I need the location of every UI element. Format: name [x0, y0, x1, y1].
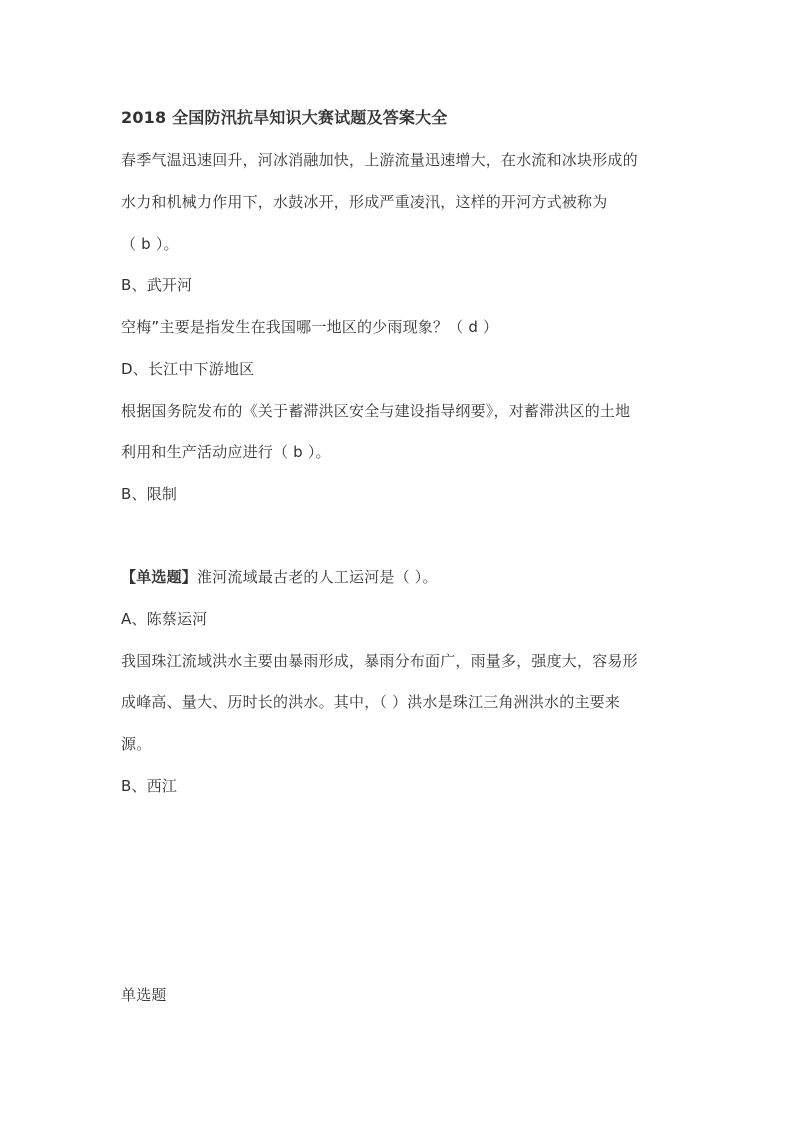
- q3-text-line-2: 利用和生产活动应进行（ b ）。: [121, 443, 331, 461]
- q1-text-line-2: 水力和机械力作用下，水鼓冰开，形成严重凌汛，这样的开河方式被称为: [121, 193, 608, 211]
- document-title: 2018 全国防汛抗旱知识大赛试题及答案大全: [121, 108, 448, 127]
- q1-answer: B、武开河: [121, 276, 193, 294]
- footer-section-label: 单选题: [121, 986, 167, 1004]
- q5-text-line-3: 源。: [121, 735, 152, 753]
- q5-answer: B、西江: [121, 777, 178, 795]
- q5-text-line-1: 我国珠江流域洪水主要由暴雨形成，暴雨分布面广，雨量多，强度大，容易形: [121, 652, 638, 670]
- q4-answer: A、陈蔡运河: [121, 610, 208, 628]
- q3-answer: B、限制: [121, 485, 178, 503]
- q5-text-line-2: 成峰高、量大、历时长的洪水。其中，（ ）洪水是珠江三角洲洪水的主要来: [121, 693, 621, 711]
- q2-answer: D、长江中下游地区: [121, 360, 255, 378]
- q2-question: 空梅”主要是指发生在我国哪一地区的少雨现象？（ d ）: [121, 318, 499, 336]
- q1-text-line-3: （ b ）。: [121, 235, 179, 253]
- q1-text-line-1: 春季气温迅速回升，河冰消融加快，上游流量迅速增大，在水流和冰块形成的: [121, 151, 638, 169]
- q3-text-line-1: 根据国务院发布的《关于蓄滞洪区安全与建设指导纲要》，对蓄滞洪区的土地: [121, 402, 631, 420]
- q4-question: 淮河流域最古老的人工运河是（ ）。: [197, 568, 438, 586]
- q4-question-line: [121, 567, 438, 587]
- question-type-tag: 【单选题】: [121, 568, 198, 586]
